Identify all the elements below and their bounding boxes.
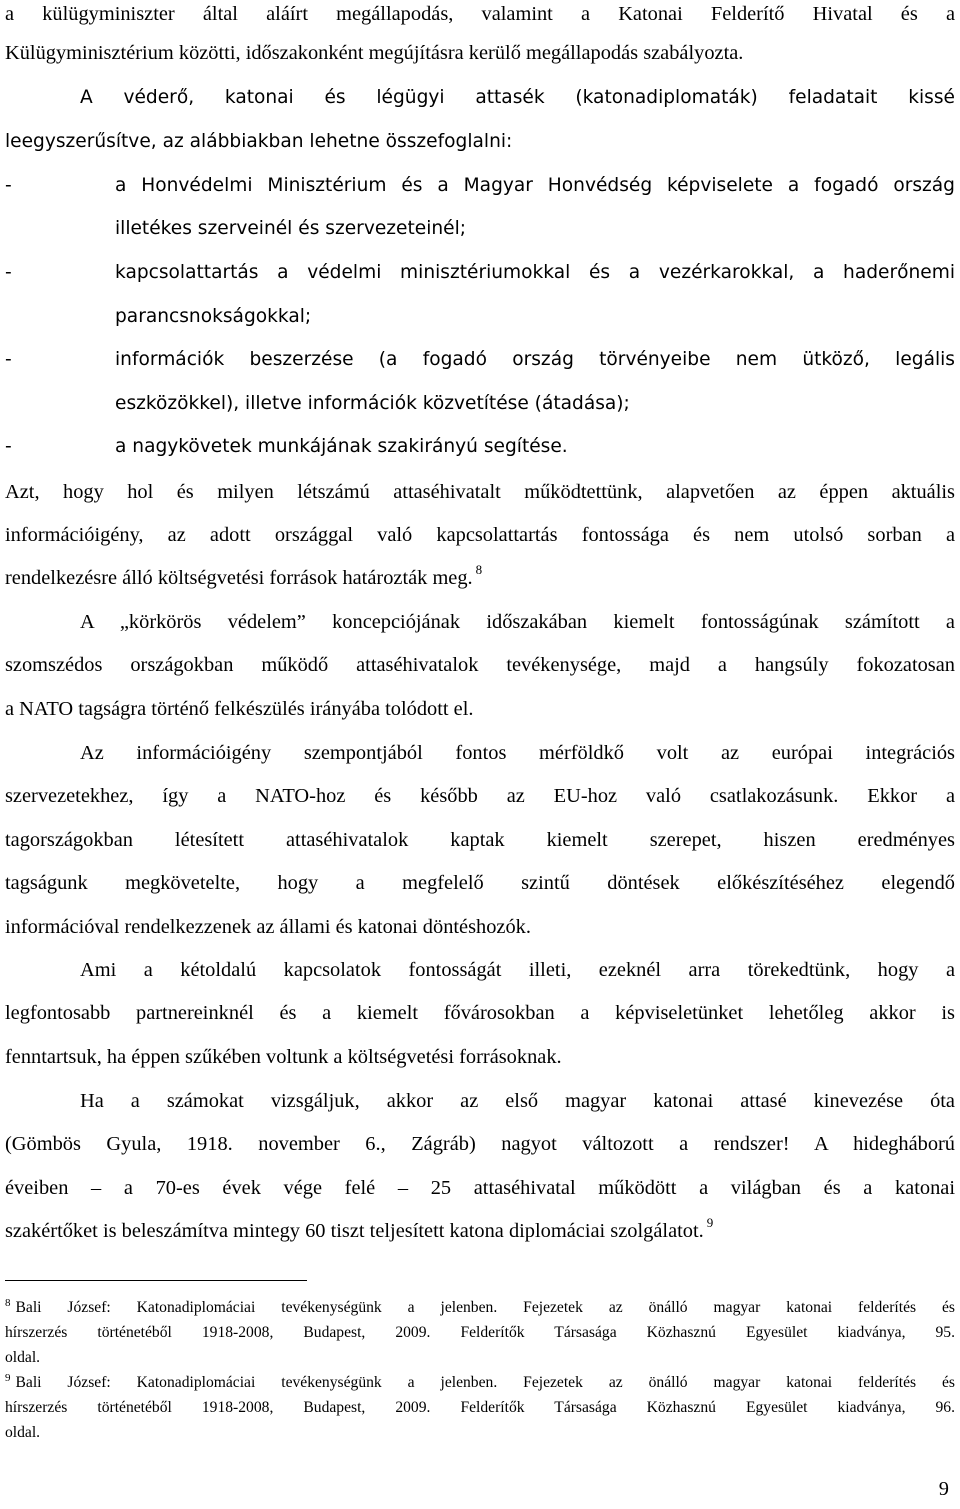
body-text: szakértőket is beleszámítva mintegy 60 tiszt teljesített katona diplomáciai szolgálatot. bbox=[5, 1220, 704, 1242]
body-line bbox=[5, 1217, 955, 1245]
list-dash: - bbox=[5, 436, 12, 457]
body-line: A „körkörös védelem” koncepciójának időszakában kiemelt fontosságúnak számított a bbox=[80, 611, 955, 633]
list-item-text: eszközökkel), illetve információk közvetítése (átadása); bbox=[115, 393, 630, 414]
body-line: A véderő, katonai és légügyi attasék (katonadiplomaták) feladatait kissé bbox=[80, 87, 955, 108]
footnote-line bbox=[5, 1296, 955, 1320]
body-line: információigény, az adott országgal való kapcsolattartás fontossága és nem utolsó sorban a bbox=[5, 524, 955, 546]
body-text: rendelkezésre álló költségvetési források határozták meg. bbox=[5, 567, 473, 589]
body-line: fenntartsuk, ha éppen szűkében voltunk a költségvetési forrásoknak. bbox=[5, 1046, 562, 1068]
body-line: szomszédos országokban működő attaséhivatalok tevékenysége, majd a hangsúly fokozatosan bbox=[5, 654, 955, 676]
footnote-line: oldal. bbox=[5, 1424, 41, 1441]
footnote-separator bbox=[5, 1280, 307, 1281]
list-item-text: kapcsolattartás a védelmi minisztériumokkal és a vezérkarokkal, a haderőnemi bbox=[115, 262, 955, 283]
footnote-text: Bali József: Katonadiplomáciai tevékenységünk a jelenben. Fejezetek az önálló magyar katonai felderítés és bbox=[15, 1299, 955, 1316]
body-line: Ami a kétoldalú kapcsolatok fontosságát illeti, ezeknél arra törekedtünk, hogy a bbox=[80, 959, 955, 981]
list-item-text: illetékes szerveinél és szervezeteinél; bbox=[115, 218, 467, 239]
footnote-reference[interactable]: 9 bbox=[706, 1215, 714, 1231]
footnote-line bbox=[5, 1371, 955, 1395]
body-line: Ha a számokat vizsgáljuk, akkor az első magyar katonai attasé kinevezése óta bbox=[80, 1090, 955, 1112]
body-line: Külügyminisztérium közötti, időszakonként megújításra kerülő megállapodás szabályozta. bbox=[5, 42, 744, 64]
footnote-number: 9 bbox=[5, 1371, 11, 1384]
body-line: legfontosabb partnereinknél és a kiemelt fővárosokban a képviseletünket lehetőleg akkor is bbox=[5, 1002, 955, 1024]
footnote-line: hírszerzés történetéből 1918-2008, Budapest, 2009. Felderítők Társasága Közhasznú Egyesület kiadványa, 95. bbox=[5, 1324, 955, 1341]
list-item-text: információk beszerzése (a fogadó ország törvényeibe nem ütköző, legális bbox=[115, 349, 955, 370]
body-line: Azt, hogy hol és milyen létszámú attaséhivatalt működtettünk, alapvetően az éppen aktuális bbox=[5, 481, 955, 503]
body-line: szervezetekhez, így a NATO-hoz és később az EU-hoz való csatlakozásunk. Ekkor a bbox=[5, 785, 955, 807]
list-item-text: a nagykövetek munkájának szakirányú segítése. bbox=[115, 436, 568, 457]
footnote-text: Bali József: Katonadiplomáciai tevékenységünk a jelenben. Fejezetek az önálló magyar katonai felderítés és bbox=[15, 1374, 955, 1391]
page-number: 9 bbox=[938, 1478, 949, 1500]
footnote-line: oldal. bbox=[5, 1349, 41, 1366]
body-line: éveiben – a 70-es évek vége felé – 25 attaséhivatal működött a világban és a katonai bbox=[5, 1177, 955, 1199]
body-line: Az információigény szempontjából fontos mérföldkő volt az európai integrációs bbox=[80, 742, 955, 764]
list-dash: - bbox=[5, 175, 12, 196]
body-line: tagországokban létesített attaséhivatalok kaptak kiemelt szerepet, hiszen eredményes bbox=[5, 829, 955, 851]
list-dash: - bbox=[5, 349, 12, 370]
footnote-number: 8 bbox=[5, 1296, 11, 1309]
body-line: a külügyminiszter által aláírt megállapodás, valamint a Katonai Felderítő Hivatal és a bbox=[5, 3, 955, 25]
body-line: a NATO tagságra történő felkészülés irányába tolódott el. bbox=[5, 698, 474, 720]
body-line: leegyszerűsítve, az alábbiakban lehetne összefoglalni: bbox=[5, 131, 513, 152]
body-line: (Gömbös Gyula, 1918. november 6., Zágráb) nagyot változott a rendszer! A hidegháború bbox=[5, 1133, 955, 1155]
footnote-reference[interactable]: 8 bbox=[475, 562, 483, 578]
list-item-text: a Honvédelmi Minisztérium és a Magyar Honvédség képviselete a fogadó ország bbox=[115, 175, 955, 196]
list-item-text: parancsnokságokkal; bbox=[115, 306, 312, 327]
footnote-line: hírszerzés történetéből 1918-2008, Budapest, 2009. Felderítők Társasága Közhasznú Egyesület kiadványa, 96. bbox=[5, 1399, 955, 1416]
body-line bbox=[5, 564, 955, 592]
body-line: információval rendelkezzenek az állami és katonai döntéshozók. bbox=[5, 916, 531, 938]
body-line: tagságunk megkövetelte, hogy a megfelelő szintű döntések előkészítéséhez elegendő bbox=[5, 872, 955, 894]
list-dash: - bbox=[5, 262, 12, 283]
